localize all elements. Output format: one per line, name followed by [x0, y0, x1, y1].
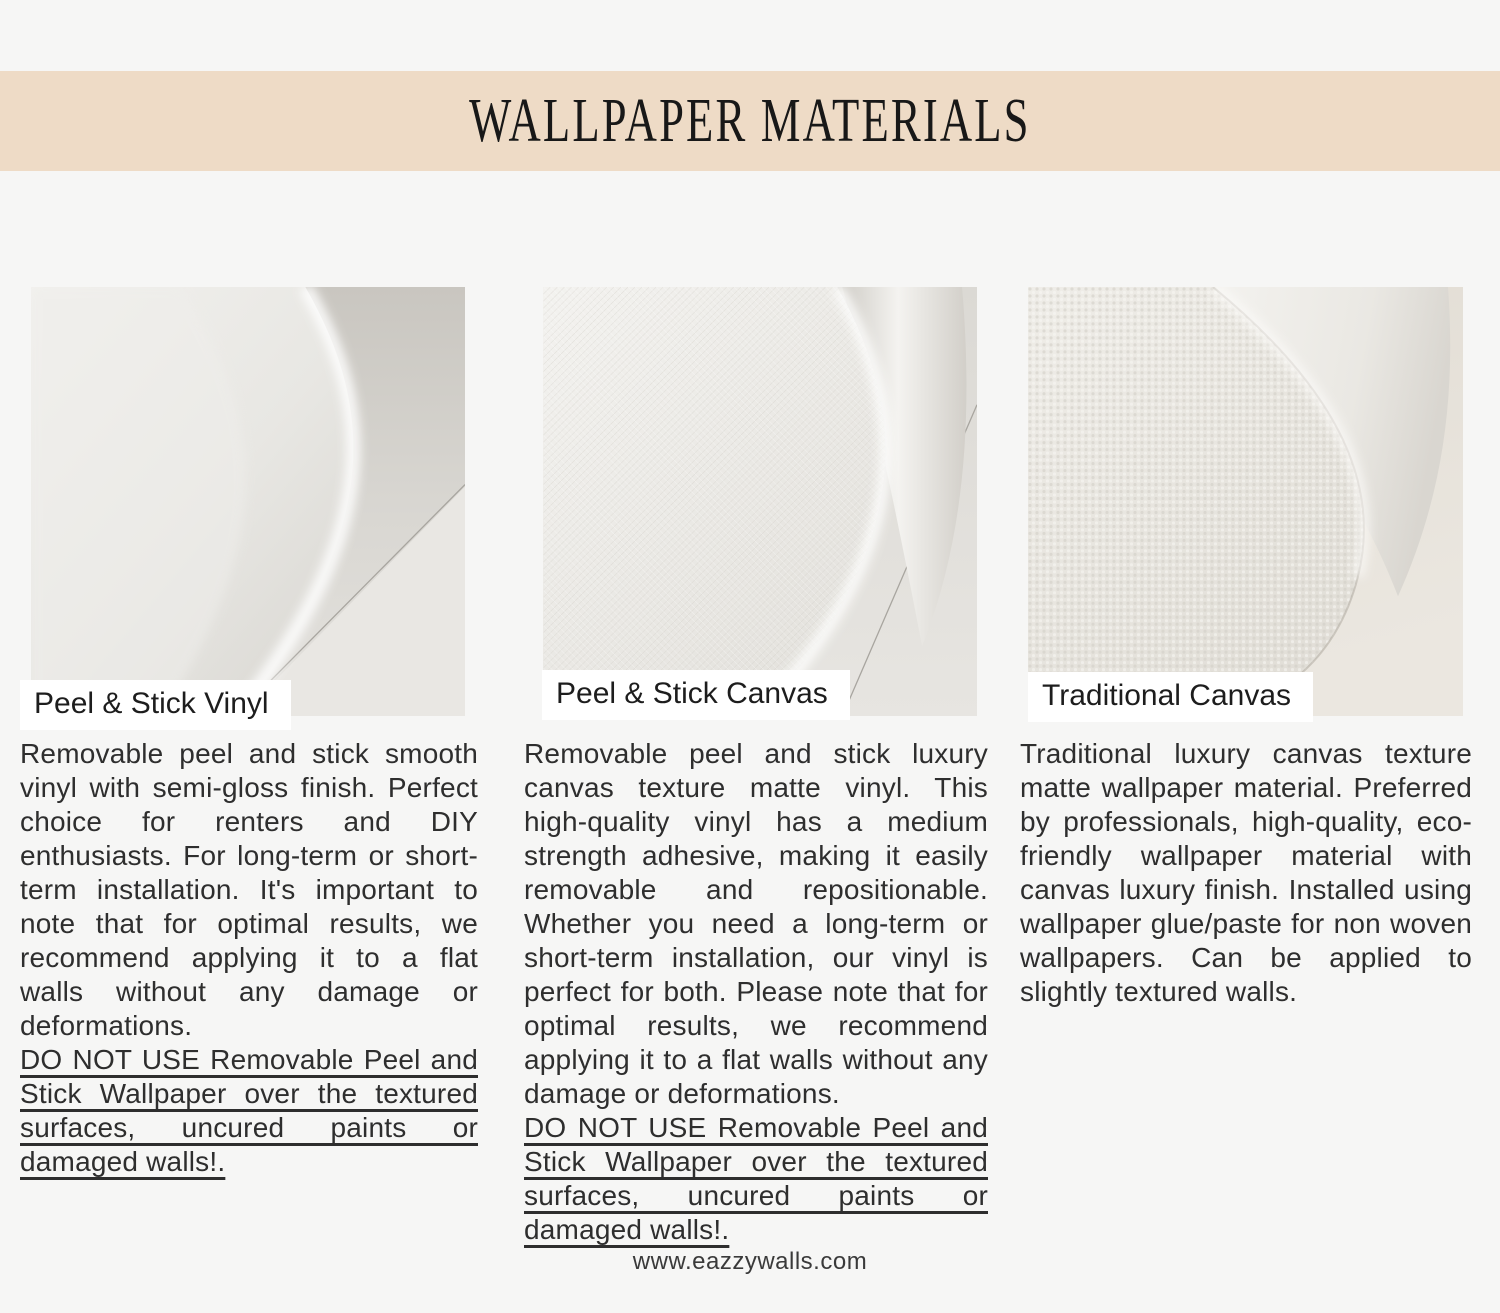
material-photo-ps-canvas: [524, 287, 988, 716]
material-photo-vinyl: [20, 287, 478, 720]
material-column-vinyl: [20, 287, 478, 1179]
page-title: WALLPAPER MATERIALS: [469, 86, 1031, 155]
website-url: www.eazzywalls.com: [632, 1248, 868, 1275]
traditional-canvas-sample-image: [1028, 287, 1463, 716]
material-description-ps-canvas: Removable peel and stick luxury canvas texture matte vinyl. This high-quality vinyl has a medium strength adhesive, making it easily removable and repositionable. Whether you need a long-term or short-term installation, our vinyl is perfect for both. Please note that for optimal results, we recommend applying it to a flat walls without any damage or deformations.: [524, 738, 988, 1109]
ps-canvas-sample-image: [543, 287, 977, 716]
material-label-ps-canvas: Peel & Stick Canvas: [542, 670, 850, 720]
material-warning-ps-canvas: DO NOT USE Removable Peel and Stick Wallpaper over the textured surfaces, uncured paints or damaged walls!.: [524, 1112, 988, 1245]
material-label-traditional: Traditional Canvas: [1028, 672, 1313, 722]
header-banner: [0, 71, 1500, 171]
vinyl-sample-image: [31, 287, 465, 716]
material-description-vinyl: Removable peel and stick smooth vinyl with semi-gloss finish. Perfect choice for renters and DIY enthusiasts. For long-term or short-term installation. It's important to note that for optimal results, we recommend applying it to a flat walls without any damage or deformations.: [20, 738, 478, 1041]
material-description-traditional: Traditional luxury canvas texture matte wallpaper material. Preferred by professionals, high-quality, eco-friendly wallpaper material with canvas luxury finish. Installed using wallpaper glue/paste for non woven wallpapers. Can be applied to slightly textured walls.: [1020, 738, 1472, 1007]
material-column-ps-canvas: [524, 287, 988, 1247]
material-warning-vinyl: DO NOT USE Removable Peel and Stick Wallpaper over the textured surfaces, uncured paints or damaged walls!.: [20, 1044, 478, 1177]
material-photo-traditional: [1020, 287, 1472, 716]
material-label-vinyl: Peel & Stick Vinyl: [20, 680, 291, 730]
material-column-traditional: [1020, 287, 1472, 1009]
